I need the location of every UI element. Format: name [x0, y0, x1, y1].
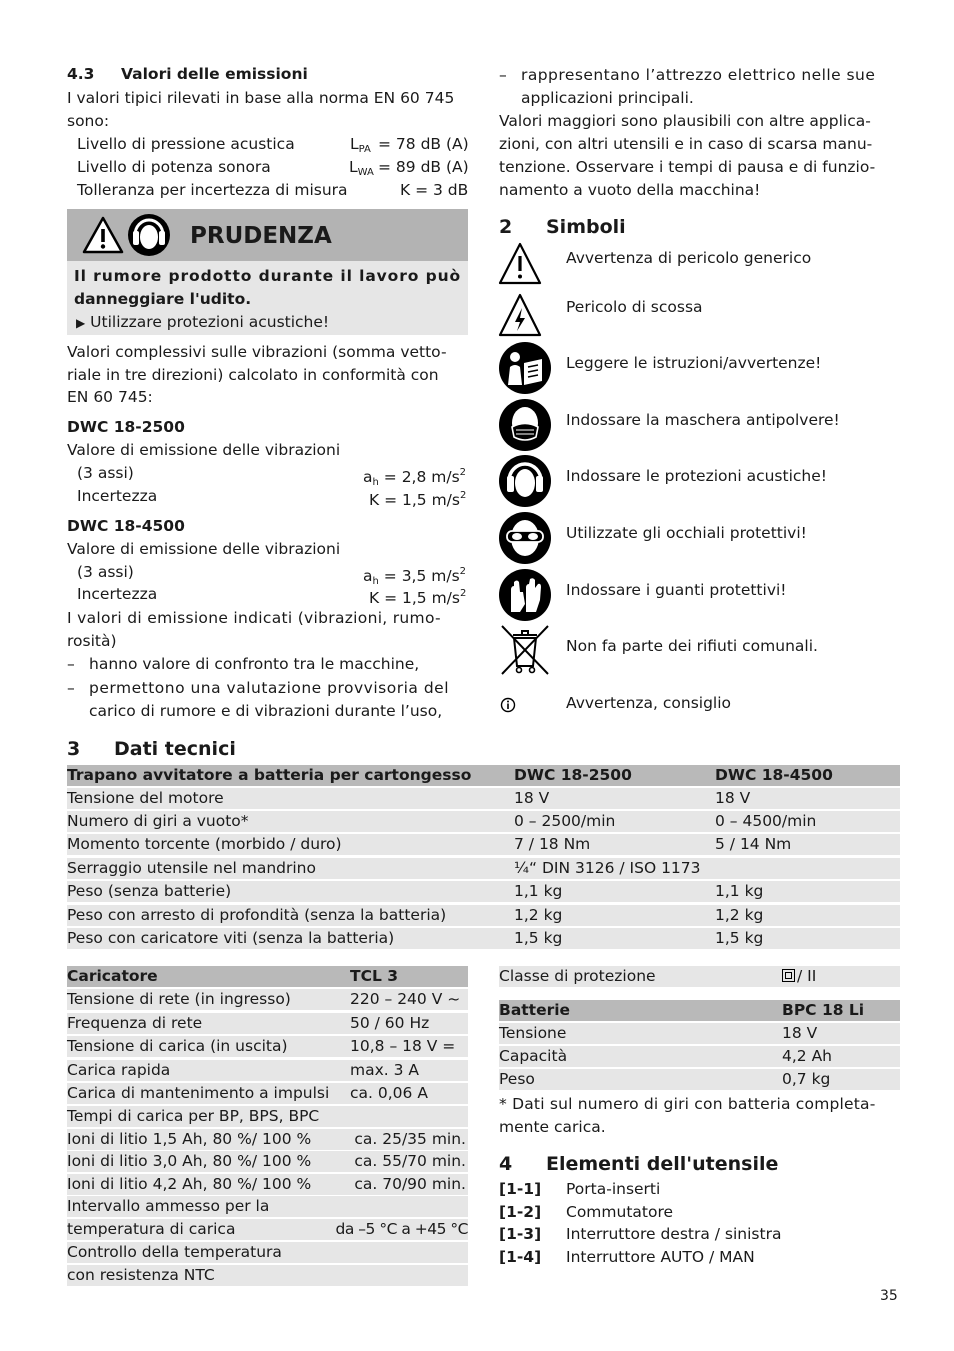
ear-protection-icon [498, 454, 554, 510]
section-title: Dati tecnici [114, 738, 236, 760]
section-title: Valori delle emissioni [121, 65, 308, 83]
paragraph-line: I valori di emissione indicati (vibrazioni, rumo- [67, 609, 441, 627]
section-title: Simboli [546, 216, 626, 238]
element-label: Interruttore AUTO / MAN [566, 1248, 755, 1266]
table-row: Peso con caricatore viti (senza la batteria) 1,5 kg 1,5 kg [67, 928, 900, 949]
symbol-label: Pericolo di scossa [566, 298, 703, 316]
safety-goggles-icon [498, 511, 554, 567]
table-header: Caricatore TCL 3 [67, 966, 468, 987]
symbol-label: Non fa parte dei rifiuti comunali. [566, 637, 818, 655]
table-row: Carica di mantenimento a impulsi ca. 0,06 A [67, 1083, 468, 1104]
paragraph-line: rosità) [67, 632, 117, 650]
element-label: Commutatore [566, 1203, 674, 1221]
symbol-label: Indossare le protezioni acustiche! [566, 467, 827, 485]
electric-shock-icon [498, 288, 554, 344]
dash-icon: – [67, 655, 75, 673]
info-icon [500, 697, 516, 713]
element-ref: [1-4] [499, 1248, 542, 1266]
warning-title: PRUDENZA [190, 223, 332, 249]
table-row: Momento torcente (morbido / duro) 7 / 18 Nm 5 / 14 Nm [67, 834, 900, 855]
symbol-label: Leggere le istruzioni/avvertenze! [566, 354, 822, 372]
table-row: Intervallo ammesso per la [67, 1196, 468, 1217]
read-manual-icon [498, 341, 554, 397]
charger-table [67, 965, 468, 1287]
footnote: mente carica. [499, 1118, 606, 1136]
uncertainty-label: Incertezza [77, 487, 158, 505]
symbol-label: Avvertenza, consiglio [566, 694, 732, 712]
table-row: Tensione di rete (in ingresso) 220 – 240 V ~ [67, 989, 468, 1010]
table-row: Peso (senza batterie) 1,1 kg 1,1 kg [67, 881, 900, 902]
element-ref: [1-2] [499, 1203, 542, 1221]
table-row: Ioni di litio 1,5 Ah, 80 %/ 100 % ca. 25/35 min. [67, 1130, 466, 1148]
table-row: temperatura di carica da –5 °C a +45 °C [67, 1220, 468, 1238]
section-title: Elementi dell'utensile [546, 1153, 779, 1175]
symbol-label: Indossare la maschera antipolvere! [566, 411, 840, 429]
warning-triangle-icon [81, 215, 125, 255]
table-row: Numero di giri a vuoto* 0 – 2500/min 0 – 4500/min [67, 811, 900, 832]
emission-label: Tolleranza per incertezza di misura [77, 181, 348, 199]
warning-text: Il rumore prodotto durante il lavoro può [74, 267, 462, 285]
dust-mask-icon [498, 398, 554, 454]
uncertainty-label: Incertezza [77, 585, 158, 603]
table-row: Frequenza di rete 50 / 60 Hz [67, 1013, 468, 1034]
emission-label: Livello di pressione acustica [77, 135, 295, 153]
uncertainty-value: K = 1,5 $m/s^2$ [369, 588, 467, 607]
list-item: applicazioni principali. [521, 89, 694, 107]
table-header: Trapano avvitatore a batteria per cartongesso DWC 18-2500 DWC 18-4500 [67, 765, 900, 786]
table-row: Ioni di litio 4,2 Ah, 80 %/ 100 % ca. 70/90 min. [67, 1175, 466, 1193]
page-number: 35 [880, 1288, 898, 1304]
symbol-label: Indossare i guanti protettivi! [566, 581, 787, 599]
vibration-value: $a_h = 2,8$ $m/s^2$ [363, 467, 467, 488]
table-row: Controllo della temperatura [67, 1242, 468, 1263]
table-row: Tensione del motore 18 V 18 V [67, 788, 900, 809]
protection-table [499, 965, 900, 987]
section-number: 4.3 [67, 65, 95, 83]
double-insulation-icon [782, 969, 795, 982]
table-row: Tensione 18 V [499, 1023, 900, 1044]
paragraph-line: EN 60 745: [67, 388, 153, 406]
section-number: 3 [67, 738, 81, 760]
dash-icon: – [67, 679, 75, 697]
footnote: * Dati sul numero di giri con batteria completa- [499, 1095, 876, 1113]
symbol-label: Avvertenza di pericolo generico [566, 249, 812, 267]
table-row: Classe di protezione / II [499, 966, 900, 987]
bullet-arrow-icon: ▶ [76, 316, 86, 330]
table-header: Batterie BPC 18 Li [499, 1000, 900, 1021]
element-label: Interruttore destra / sinistra [566, 1225, 782, 1243]
uncertainty-value: K = 1,5 $m/s^2$ [369, 490, 467, 509]
battery-table [499, 1000, 900, 1092]
emission-symbol: $L_{PA}$ [350, 135, 371, 155]
element-label: Porta-inserti [566, 1180, 661, 1198]
table-row: Capacità 4,2 Ah [499, 1046, 900, 1067]
list-item: permettono una valutazione provvisoria del [89, 679, 449, 697]
list-item: carico di rumore e di vibrazioni durante l’uso, [89, 702, 443, 720]
table-row: Tempi di carica per BP, BPS, BPC [67, 1106, 468, 1127]
model-heading: DWC 18-2500 [67, 418, 185, 436]
vibration-label: Valore di emissione delle vibrazioni [67, 441, 341, 459]
list-item: hanno valore di confronto tra le macchine, [89, 655, 420, 673]
paragraph-line: tenzione. Osservare i tempi di pausa e di funzio- [499, 158, 876, 176]
emission-value: = 78 dB (A) [378, 135, 469, 153]
axes-label: (3 assi) [77, 563, 134, 581]
list-item: rappresentano l’attrezzo elettrico nelle sue [521, 66, 876, 84]
warning-action: ▶ Utilizzare protezioni acustiche! [76, 313, 330, 331]
emission-symbol: $L_{WA}$ [349, 158, 374, 178]
paragraph-line: I valori tipici rilevati in base alla norma EN 60 745 [67, 89, 455, 107]
table-row: Carica rapida max. 3 A [67, 1060, 468, 1081]
table-row: Ioni di litio 3,0 Ah, 80 %/ 100 % ca. 55/70 min. [67, 1152, 466, 1170]
protection-class-value: / II [782, 966, 797, 987]
paragraph-line: sono: [67, 112, 110, 130]
vibration-label: Valore di emissione delle vibrazioni [67, 540, 341, 558]
paragraph-line: Valori maggiori sono plausibili con altre applica- [499, 112, 871, 130]
warning-text: danneggiare l'udito. [74, 290, 252, 308]
gloves-icon [498, 568, 554, 624]
paragraph-line: zioni, con altri utensili e in caso di scarsa manu- [499, 135, 873, 153]
emission-label: Livello di potenza sonora [77, 158, 271, 176]
crossed-bin-icon [498, 622, 554, 678]
emission-value: = 89 dB (A) [378, 158, 469, 176]
warning-header [67, 209, 468, 261]
axes-label: (3 assi) [77, 464, 134, 482]
tech-table [67, 764, 900, 950]
paragraph-line: riale in tre direzioni) calcolato in conformità con [67, 366, 439, 384]
warning-triangle-icon [498, 236, 554, 292]
section-number: 4 [499, 1153, 513, 1175]
symbol-label: Utilizzate gli occhiali protettivi! [566, 524, 807, 542]
section-number: 2 [499, 216, 513, 238]
paragraph-line: namento a vuoto della macchina! [499, 181, 761, 199]
dash-icon: – [499, 66, 507, 84]
ear-protection-icon [127, 213, 171, 257]
table-row: Tensione di carica (in uscita) 10,8 – 18 V = [67, 1036, 468, 1057]
table-row: Peso 0,7 kg [499, 1069, 900, 1090]
vibration-value: $a_h = 3,5$ $m/s^2$ [363, 566, 467, 587]
model-heading: DWC 18-4500 [67, 517, 185, 535]
element-ref: [1-1] [499, 1180, 542, 1198]
warning-body [67, 261, 468, 335]
element-ref: [1-3] [499, 1225, 542, 1243]
table-row: Peso con arresto di profondità (senza la batteria) 1,2 kg 1,2 kg [67, 905, 900, 926]
table-row: con resistenza NTC [67, 1265, 468, 1286]
paragraph-line: Valori complessivi sulle vibrazioni (somma vetto- [67, 343, 447, 361]
emission-value: K = 3 dB [400, 181, 469, 199]
table-row: Serraggio utensile nel mandrino ¼“ DIN 3126 / ISO 1173 [67, 858, 900, 879]
